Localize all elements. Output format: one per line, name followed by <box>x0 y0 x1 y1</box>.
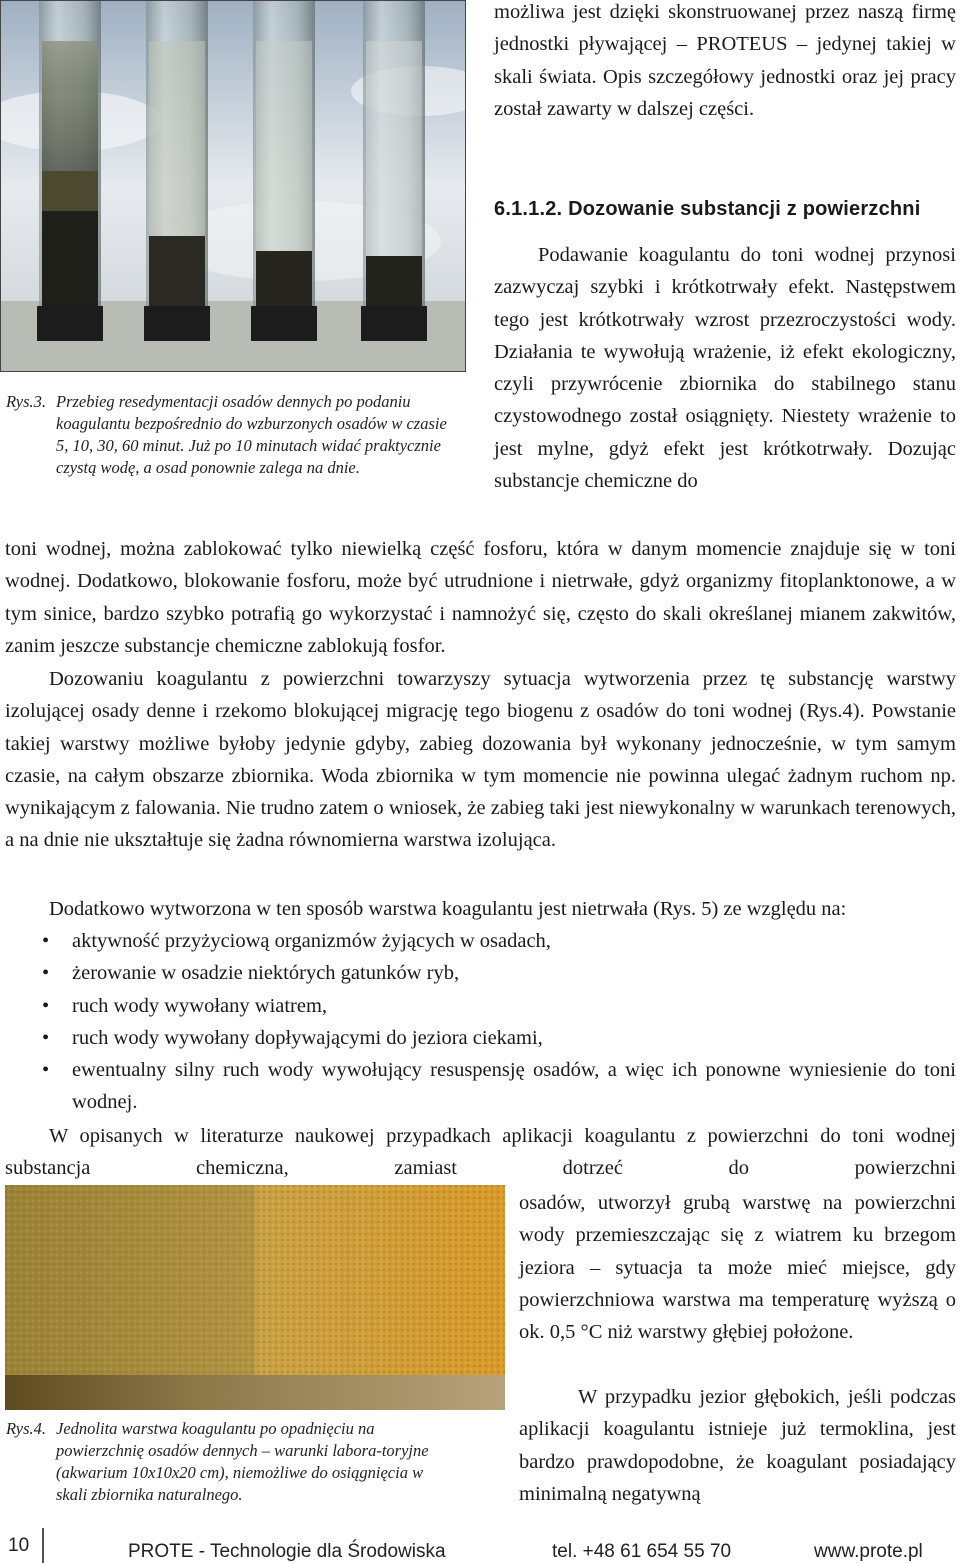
figure-4-caption <box>6 1418 496 1506</box>
figure-3-caption <box>6 391 466 479</box>
cylinder-10min <box>144 1 210 341</box>
figure-3-number: Rys.3. <box>6 392 47 411</box>
list-item: • aktywność przyżyciową organizmów żyjących w osadach, <box>5 925 956 957</box>
right-column-bottom-paragraph-1: osadów, utworzył grubą warstwę na powierzchni wody przemieszczając się z wiatrem ku brzegom jeziora – sytuacja ta może mieć miejsce, gdy powierzchniowa warstwa ma temperaturę wyższą o ok. 0,5 °C niż warstwy głębiej położone. <box>519 1192 956 1344</box>
list-item: • ewentualny silny ruch wody wywołujący resuspensję osadów, a więc ich ponowne wyniesienie do toni wodnej. <box>5 1054 956 1119</box>
figure-4-number: Rys.4. <box>6 1419 47 1438</box>
reasons-list <box>5 925 956 1119</box>
figure-4-photo <box>5 1185 505 1410</box>
footer-phone: tel. +48 61 654 55 70 <box>552 1541 732 1562</box>
footer-company: PROTE - Technologie dla Środowiska <box>128 1541 446 1562</box>
footer-website[interactable]: www.prote.pl <box>814 1541 923 1562</box>
body-paragraph-4: W opisanych w literaturze naukowej przypadkach aplikacji koagulantu z powierzchni do toni wodnej substancja chemiczna, zamiast dotrzeć do powierzchni <box>5 1125 956 1180</box>
body-paragraph-2: Dozowaniu koagulantu z powierzchni towarzyszy sytuacja wytworzenia przez tę substancję warstwy izolującej osady denne i rzekomo blokującej migrację tego biogenu z osadów do toni wodnej (Rys.4). Powstanie takiej warstwy możliwe byłoby jedynie gdyby, zabieg dozowania był wykonany jednocześnie, w tym samym czasie, na całym obszarze zbiornika. Woda zbiornika w tym momencie nie powinna ulegać żadnym ruchom np. wynikającym z falowania. Nie trudno zatem o wniosek, że zabieg taki jest niewykonalny w warunkach terenowych, a na dnie nie ukształtuje się żadna równomierna warstwa izolująca. <box>5 668 956 852</box>
figure-3-photo <box>0 0 466 372</box>
figure-3-caption-text: Przebieg resedymentacji osadów dennych po podaniu koagulantu bezpośrednio do wzburzonych osadów w czasie 5, 10, 30, 60 minut. Już po 10 minutach widać praktycznie czystą wodę, a osad ponownie zalega na dnie. <box>56 392 447 477</box>
cylinders-illustration <box>1 1 466 372</box>
list-item: • ruch wody wywołany wiatrem, <box>5 990 956 1022</box>
cylinder-60min <box>361 1 427 341</box>
footer-divider <box>42 1528 44 1563</box>
right-column-intro-text: możliwa jest dzięki skonstruowanej przez naszą firmę jednostki pływającej – PROTEUS – jedynej takiej w skali świata. Opis szczegółowy jednostki oraz jej pracy został zawarty w dalszej części. <box>494 1 956 120</box>
section-heading: 6.1.1.2. Dozowanie substancji z powierzchni <box>494 198 921 220</box>
list-item: • ruch wody wywołany dopływającymi do jeziora ciekami, <box>5 1022 956 1054</box>
coagulant-layer-illustration <box>5 1185 505 1410</box>
page-number: 10 <box>8 1535 30 1556</box>
cylinder-30min <box>251 1 317 341</box>
body-paragraph-3: Dodatkowo wytworzona w ten sposób warstwa koagulantu jest nietrwała (Rys. 5) ze względu na: <box>49 898 847 920</box>
body-paragraph-1: toni wodnej, można zablokować tylko niewielką część fosforu, która w danym momencie znajduje się w toni wodnej. Dodatkowo, blokowanie fosforu, może być utrudnione i nietrwałe, gdyż organizmy fitoplanktonowe, a w tym sinice, bardzo szybko potrafią go wykorzystać i namnożyć się, często do skali określanej mianem zakwitów, zanim jeszcze substancje chemiczne zablokują fosfor. <box>5 538 956 657</box>
cylinder-5min <box>37 1 103 341</box>
right-column-paragraph: Podawanie koagulantu do toni wodnej przynosi zazwyczaj szybki i krótkotrwały efekt. Następstwem tego jest krótkotrwały wzrost przezroczystości wody. Działania te wywołują wrażenie, iż efekt ekologiczny, czyli przywrócenie zbiornika do stabilnego stanu czystowodnego został osiągnięty. Niestety wrażenie to jest mylne, gdyż efekt jest krótkotrwały. Dozując substancje chemiczne do <box>494 244 956 493</box>
right-column-bottom-paragraph-2: W przypadku jezior głębokich, jeśli podczas aplikacji koagulantu istnieje już termoklina, jest bardzo prawdopodobne, że koagulant posiadający minimalną negatywną <box>519 1386 956 1505</box>
figure-4-caption-text: Jednolita warstwa koagulantu po opadnięciu na powierzchnię osadów dennych – warunki labora-toryjne (akwarium 10x10x20 cm), niemożliwe do osiągnięcia w skali zbiornika naturalnego. <box>56 1419 429 1504</box>
list-item: • żerowanie w osadzie niektórych gatunków ryb, <box>5 957 956 989</box>
page-footer <box>0 1528 960 1563</box>
